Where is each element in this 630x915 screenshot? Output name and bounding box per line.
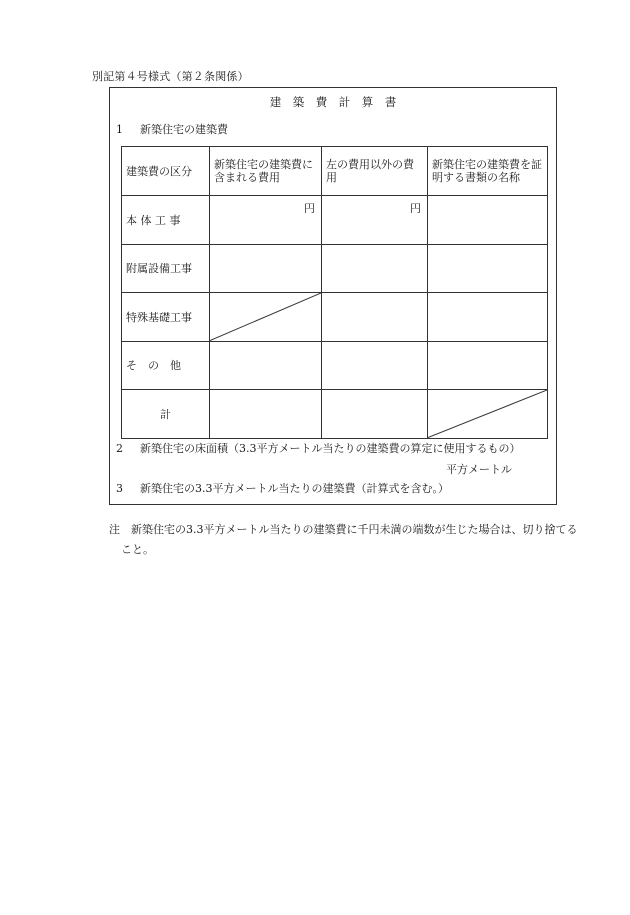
- cell-total-document-struck: [428, 390, 548, 439]
- form-frame: [109, 87, 557, 505]
- row-label-main-work: 本 体 工 事: [122, 196, 210, 245]
- cell-equipment-included[interactable]: [210, 244, 322, 293]
- document-title: 建 築 費 計 算 書: [269, 95, 397, 109]
- cell-main-included[interactable]: [210, 196, 322, 245]
- section-2-text: 新築住宅の床面積（3.3平方メートル当たりの建築費の算定に使用するもの）: [140, 442, 521, 455]
- diagonal-strike-line: [210, 293, 321, 341]
- header-other-cost: 左の費用以外の費用: [322, 147, 428, 196]
- cell-other-document[interactable]: [428, 341, 548, 390]
- floor-area-unit: 平方メートル: [446, 463, 512, 476]
- row-label-other: そ の 他: [122, 341, 210, 390]
- table-row: [122, 196, 548, 245]
- yen-unit: 円: [410, 202, 421, 215]
- cell-equipment-document[interactable]: [428, 244, 548, 293]
- table-header-row: [122, 147, 548, 196]
- footnote-text: 注 新築住宅の3.3平方メートル当たりの建築費に千円未満の端数が生じた場合は、切り捨てること。: [109, 523, 578, 556]
- cell-other-other[interactable]: [322, 341, 428, 390]
- section-2-heading: [116, 440, 521, 456]
- section-2-number: 2: [116, 442, 123, 455]
- table-row: [122, 390, 548, 439]
- table-row: [122, 341, 548, 390]
- header-proof-document: 新築住宅の建築費を証明する書類の名称: [428, 147, 548, 196]
- table-row: [122, 244, 548, 293]
- section-1-heading: [116, 121, 228, 137]
- section-1-number: 1: [116, 123, 123, 136]
- diagonal-strike-line: [428, 390, 547, 438]
- yen-unit: 円: [304, 202, 315, 215]
- cell-other-included[interactable]: [210, 341, 322, 390]
- section-3-text: 新築住宅の3.3平方メートル当たりの建築費（計算式を含む。）: [140, 482, 449, 495]
- cell-equipment-other[interactable]: [322, 244, 428, 293]
- footnote: [109, 520, 579, 560]
- cell-main-other[interactable]: [322, 196, 428, 245]
- section-1-text: 新築住宅の建築費: [140, 123, 228, 136]
- row-label-foundation-work: 特殊基礎工事: [122, 293, 210, 342]
- row-label-equipment-work: 附属設備工事: [122, 244, 210, 293]
- section-3-heading: [116, 480, 449, 496]
- cell-total-other[interactable]: [322, 390, 428, 439]
- form-caption: 別記第４号様式（第２条関係）: [92, 70, 249, 83]
- table-row: [122, 293, 548, 342]
- cell-foundation-other[interactable]: [322, 293, 428, 342]
- cell-total-included[interactable]: [210, 390, 322, 439]
- section-3-number: 3: [116, 482, 123, 495]
- header-category: 建築費の区分: [122, 147, 210, 196]
- row-label-total: 計: [122, 390, 210, 439]
- header-included-cost: 新築住宅の建築費に含まれる費用: [210, 147, 322, 196]
- cell-main-document[interactable]: [428, 196, 548, 245]
- cell-foundation-included-struck: [210, 293, 322, 342]
- cost-table: [121, 146, 548, 439]
- cell-foundation-document[interactable]: [428, 293, 548, 342]
